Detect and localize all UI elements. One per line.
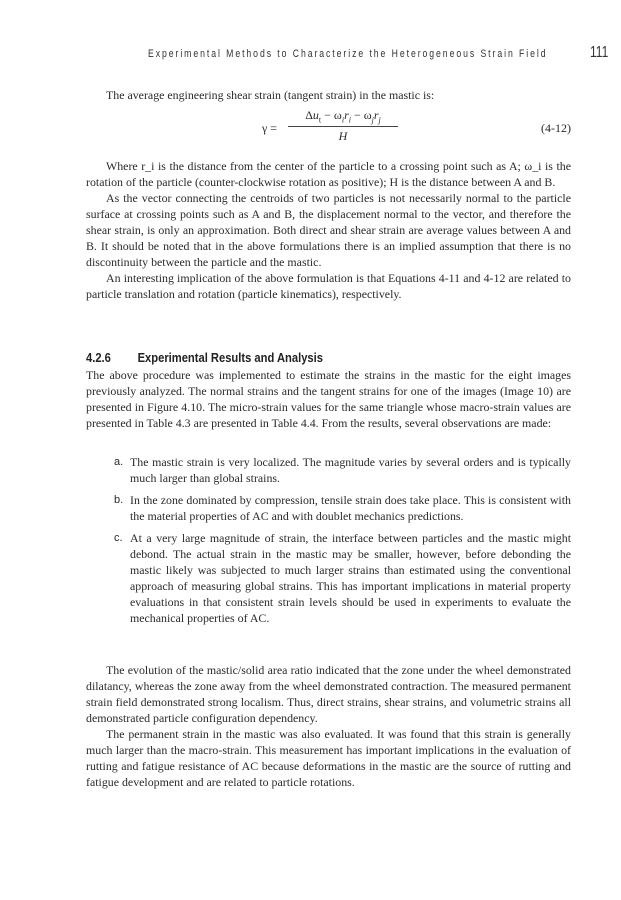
section-heading bbox=[86, 350, 323, 365]
list-marker: b. bbox=[114, 494, 124, 506]
page-number: 111 bbox=[590, 44, 609, 61]
equation-fraction bbox=[288, 108, 398, 144]
intro-lead: The average engineering shear strain (tangent strain) in the mastic is: bbox=[106, 88, 435, 102]
closing-block bbox=[86, 662, 571, 790]
equation-4-12 bbox=[262, 108, 582, 152]
intro-paragraph bbox=[86, 87, 571, 103]
section-intro bbox=[86, 367, 571, 431]
observations-list bbox=[116, 454, 571, 632]
paragraph-area-ratio: The evolution of the mastic/solid area ratio indicated that the zone under the wheel demonstrated dilatancy, whereas the zone away from the wheel demonstrated contraction. The measured permanent strain field demonstrated strong localism. Thus, direct strains, shear strains, and volumetric strains all demonstrated particle configuration dependency. bbox=[86, 663, 571, 725]
list-marker: c. bbox=[114, 532, 123, 544]
section-number: 4.2.6 bbox=[86, 350, 111, 365]
section-intro-paragraph: The above procedure was implemented to estimate the strains in the mastic for the eight images previously analyzed. The normal strains and the tangent strains for one of the images (Image 10) are presented in Figure 4.10. The micro-strain values for the same triangle whose macro-strain values are presented in Table 4.3 are presented in Table 4.4. From the results, several observations are made: bbox=[86, 368, 571, 430]
equation-denominator: H bbox=[338, 129, 348, 144]
list-item-text: In the zone dominated by compression, tensile strain does take place. This is consistent with the material properties of AC and with doublet mechanics predictions. bbox=[130, 493, 571, 523]
running-header-title: Experimental Methods to Characterize the Heterogeneous Strain Field bbox=[148, 48, 548, 60]
list-item bbox=[116, 454, 571, 486]
paragraph-implication: An interesting implication of the above formulation is that Equations 4-11 and 4-12 are related to particle translation and rotation (particle kinematics), respectively. bbox=[86, 271, 571, 301]
equation-number: (4-12) bbox=[541, 121, 571, 135]
paragraph-approximation: As the vector connecting the centroids of two particles is not necessarily normal to the particle surface at crossing points such as A and B, the displacement normal to the vector, and therefore the shear strain, is only an approximation. Both direct and shear strain are average values between A and B. It should be noted that in the above formulations there is an implied assumption that there is no discontinuity between the particle and the mastic. bbox=[86, 191, 571, 269]
list-marker: a. bbox=[114, 456, 124, 468]
list-item-text: The mastic strain is very localized. The magnitude varies by several orders and is typically much larger than global strains. bbox=[130, 455, 571, 485]
equation-numerator: $\Delta u_t - \omega_ir_i - \omega_jr_j$ bbox=[288, 108, 398, 127]
list-item bbox=[116, 530, 571, 626]
explanation-block bbox=[86, 158, 571, 302]
section-title: Experimental Results and Analysis bbox=[137, 350, 323, 365]
paragraph-permanent-strain: The permanent strain in the mastic was also evaluated. It was found that this strain is generally much larger than the macro-strain. This measurement has important implications in the evaluation of rutting and fatigue resistance of AC because deformations in the mastic are the source of rutting and fatigue development and are related to particle rotations. bbox=[86, 727, 571, 789]
equation-lhs: γ = bbox=[262, 121, 278, 135]
paragraph-definitions: Where r_i is the distance from the center of the particle to a crossing point such as A; ω_i is the rotation of the particle (counter-clockwise rotation as positive); H is the distance between A and B. bbox=[86, 159, 571, 189]
list-item-text: At a very large magnitude of strain, the interface between particles and the mastic might debond. The actual strain in the mastic may be smaller, however, before debonding the mastic likely was subjected to much larger strains than estimated using the conventional approach of measuring global strains. This has important implications in material property evaluations in that consistent strain levels should be used in experiments to evaluate the mechanical properties of AC. bbox=[130, 531, 571, 625]
list-item bbox=[116, 492, 571, 524]
